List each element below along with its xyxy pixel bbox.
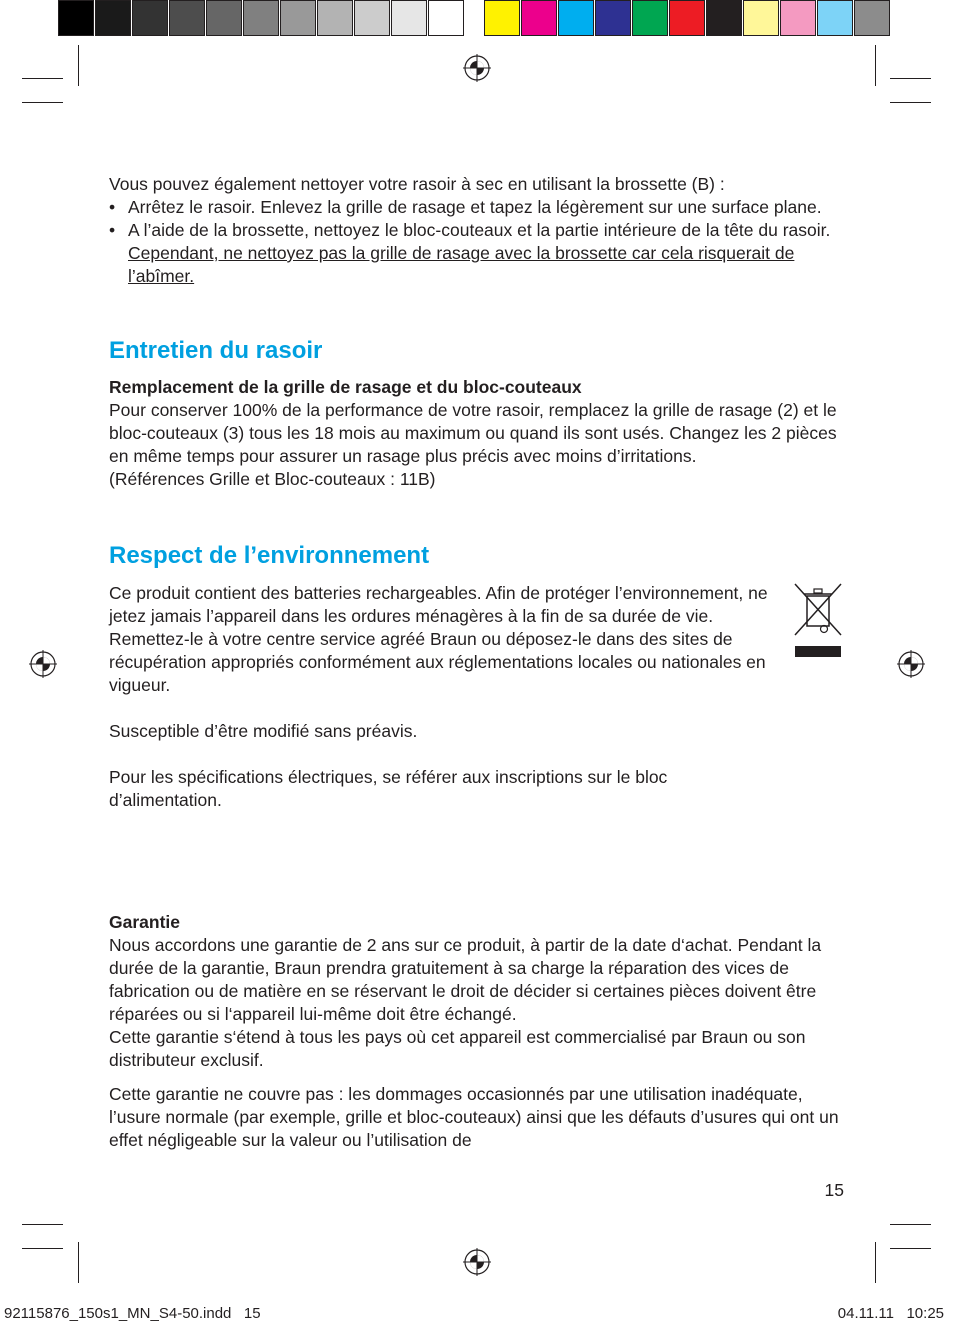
color-swatch [317, 0, 353, 36]
color-swatch [428, 0, 464, 36]
crop-mark [78, 45, 79, 86]
slug-date-info: 04.11.11 10:25 [837, 1305, 944, 1322]
section-heading-maintenance: Entretien du rasoir [109, 337, 323, 364]
color-swatch [169, 0, 205, 36]
crop-mark [890, 78, 931, 79]
electrical-spec-note: Pour les spécifications électriques, se référer aux inscriptions sur le bloc d’alimentation. [109, 767, 668, 810]
crop-mark [22, 102, 63, 103]
bullet-text: Arrêtez le rasoir. Enlevez la grille de rasage et tapez la légèrement sur une surface plane. [128, 197, 822, 217]
page-number: 15 [824, 1180, 844, 1200]
bullet-item [109, 196, 839, 219]
color-swatch [95, 0, 131, 36]
crop-mark [78, 1242, 79, 1283]
crop-mark [875, 1242, 876, 1283]
crop-mark [890, 102, 931, 103]
crop-mark [875, 45, 876, 86]
color-swatch [632, 0, 668, 36]
slug-file-info: 92115876_150s1_MN_S4-50.indd 15 [4, 1305, 261, 1322]
color-swatch [521, 0, 557, 36]
warranty-paragraph: Cette garantie s‘étend à tous les pays où cet appareil est commercialisé par Braun ou son distributeur exclusif. [109, 1027, 806, 1070]
parts-reference: (Références Grille et Bloc-couteaux : 11B) [109, 469, 436, 489]
color-swatch [780, 0, 816, 36]
change-notice: Susceptible d’être modifié sans préavis. [109, 721, 418, 741]
crop-mark [22, 1224, 63, 1225]
color-swatch [817, 0, 853, 36]
crop-mark [890, 1224, 931, 1225]
crop-mark [22, 78, 63, 79]
warranty-paragraph: Nous accordons une garantie de 2 ans sur ce produit, à partir de la date d‘achat. Pendant la durée de la garantie, Braun prendra gratuitement à sa charge la réparation des vices de fabrication ou de matière en se réservant le droit de décider si certaines pièces doivent être réparées ou si l‘appareil lui-même doit être échangé. [109, 935, 822, 1024]
registration-mark-icon [29, 650, 57, 678]
color-swatch [743, 0, 779, 36]
bullet-item [109, 219, 839, 288]
weee-crossed-bin-icon [793, 582, 843, 658]
grayscale-color-bar [58, 0, 465, 38]
color-swatch [558, 0, 594, 36]
color-swatch [354, 0, 390, 36]
warranty-title: Garantie [109, 912, 180, 932]
color-swatch [132, 0, 168, 36]
warranty-block [109, 911, 839, 1152]
crop-mark [890, 1248, 931, 1249]
color-swatch [595, 0, 631, 36]
intro-block [109, 173, 839, 288]
process-color-bar [484, 0, 891, 38]
bullet-dot: • [109, 197, 116, 217]
intro-line: Vous pouvez également nettoyer votre rasoir à sec en utilisant la brossette (B) : [109, 174, 725, 194]
subheading: Remplacement de la grille de rasage et du bloc-couteaux [109, 377, 582, 397]
color-swatch [280, 0, 316, 36]
bullet-text: A l’aide de la brossette, nettoyez le bloc-couteaux et la partie intérieure de la tête du rasoir. [128, 220, 831, 240]
color-swatch [243, 0, 279, 36]
section-heading-environment: Respect de l’environnement [109, 542, 430, 569]
color-swatch [58, 0, 94, 36]
warning-underlined-text: Cependant, ne nettoyez pas la grille de rasage avec la brossette car cela risquerait de l’abîmer. [128, 243, 795, 286]
color-swatch [706, 0, 742, 36]
warranty-paragraph: Cette garantie ne couvre pas : les dommages occasionnés par une utilisation inadéquate, l’usure normale (par exemple, grille et bloc-couteaux) ainsi que les défauts d’usures qui ont un effet négligeable sur la valeur ou l’utilisation de [109, 1084, 839, 1150]
maintenance-body: Pour conserver 100% de la performance de votre rasoir, remplacez la grille de rasage (2) et le bloc-couteaux (3) tous les 18 mois au maximum ou quand ils sont usés. Changez les 2 pièces en même temps pour assurer un rasage plus précis avec moins d’irritations. [109, 400, 837, 466]
color-swatch [484, 0, 520, 36]
color-swatch [669, 0, 705, 36]
maintenance-block [109, 376, 839, 491]
color-swatch [206, 0, 242, 36]
environment-body: Ce produit contient des batteries rechargeables. Afin de protéger l’environnement, ne jetez jamais l’appareil dans les ordures ménagères à la fin de sa durée de vie. Remettez-le à votre centre service agréé Braun ou déposez-le dans des sites de récupération appropriés conformément aux réglementations locales ou nationales en vigueur. [109, 583, 768, 695]
registration-mark-icon [463, 1248, 491, 1276]
crop-mark [22, 1248, 63, 1249]
environment-block [109, 582, 777, 812]
color-swatch [854, 0, 890, 36]
registration-mark-icon [463, 54, 491, 82]
registration-mark-icon [897, 650, 925, 678]
bullet-dot: • [109, 220, 116, 240]
color-swatch [391, 0, 427, 36]
